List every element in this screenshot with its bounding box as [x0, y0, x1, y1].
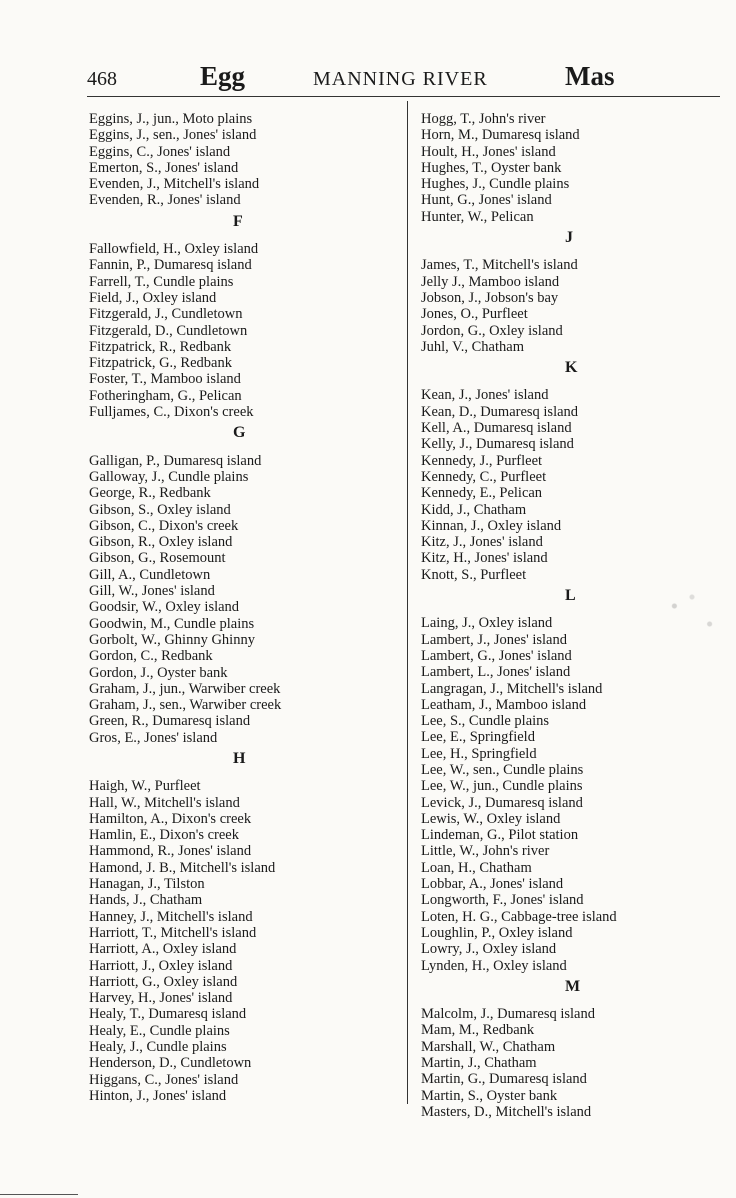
directory-entry: Gordon, C., Redbank — [89, 648, 213, 665]
header-rule — [87, 96, 720, 97]
directory-entry: Graham, J., jun., Warwiber creek — [89, 680, 281, 697]
directory-entry: Kennedy, E., Pelican — [421, 485, 543, 502]
directory-entry: Malcolm, J., Dumaresq island — [421, 1006, 595, 1023]
directory-entry: Farrell, T., Cundle plains — [89, 273, 234, 290]
directory-entry: Galligan, P., Dumaresq island — [89, 452, 262, 469]
directory-entry: Mam, M., Redbank — [421, 1022, 535, 1039]
directory-entry: Langragan, J., Mitchell's island — [421, 680, 603, 697]
directory-entry: Kitz, J., Jones' island — [421, 534, 543, 551]
directory-entry: Kelly, J., Dumaresq island — [421, 436, 574, 453]
directory-entry: Marshall, W., Chatham — [421, 1038, 556, 1055]
directory-entry: Fulljames, C., Dixon's creek — [89, 404, 254, 421]
directory-entry: Fitzpatrick, R., Redbank — [89, 338, 232, 355]
directory-entry: Hanney, J., Mitchell's island — [89, 908, 253, 925]
directory-entry: Lee, S., Cundle plains — [421, 713, 550, 730]
directory-entry: Jordon, G., Oxley island — [421, 322, 563, 339]
directory-entry: Goodwin, M., Cundle plains — [89, 615, 255, 632]
section-letter: L — [565, 587, 576, 605]
directory-entry: Gill, A., Cundletown — [89, 566, 211, 583]
directory-entry: George, R., Redbank — [89, 485, 211, 502]
directory-entry: Hunt, G., Jones' island — [421, 192, 552, 209]
directory-entry: Fitzgerald, D., Cundletown — [89, 322, 248, 339]
directory-entry: Hoult, H., Jones' island — [421, 143, 556, 160]
directory-entry: Gibson, R., Oxley island — [89, 534, 233, 551]
directory-entry: Hands, J., Chatham — [89, 892, 203, 909]
directory-entry: Leatham, J., Mamboo island — [421, 696, 587, 713]
directory-entry: Fannin, P., Dumaresq island — [89, 257, 252, 274]
directory-entry: Lewis, W., Oxley island — [421, 810, 561, 827]
directory-entry: Harriott, A., Oxley island — [89, 941, 237, 958]
directory-entry: Longworth, F., Jones' island — [421, 892, 584, 909]
directory-entry: Juhl, V., Chatham — [421, 338, 524, 355]
directory-entry: Field, J., Oxley island — [89, 289, 217, 306]
directory-entry: Kinnan, J., Oxley island — [421, 517, 562, 534]
directory-entry: Harriott, G., Oxley island — [89, 973, 238, 990]
directory-entry: Kitz, H., Jones' island — [421, 550, 548, 567]
directory-entry: Lobbar, A., Jones' island — [421, 876, 564, 893]
directory-entry: Kell, A., Dumaresq island — [421, 420, 572, 437]
directory-entry: Loughlin, P., Oxley island — [421, 924, 573, 941]
directory-entry: Hunter, W., Pelican — [421, 208, 534, 225]
section-letter: G — [233, 424, 246, 442]
directory-entry: Martin, S., Oyster bank — [421, 1087, 558, 1104]
page-header — [0, 0, 736, 100]
directory-entry: Galloway, J., Cundle plains — [89, 468, 249, 485]
directory-entry: Kennedy, C., Purfleet — [421, 468, 547, 485]
directory-entry: Green, R., Dumaresq island — [89, 713, 251, 730]
directory-entry: Lowry, J., Oxley island — [421, 941, 557, 958]
directory-entry: Loten, H. G., Cabbage-tree island — [421, 908, 617, 925]
directory-entry: Graham, J., sen., Warwiber creek — [89, 697, 282, 714]
directory-entry: Laing, J., Oxley island — [421, 615, 553, 632]
directory-entry: Lee, W., jun., Cundle plains — [421, 778, 583, 795]
directory-entry: Horn, M., Dumaresq island — [421, 127, 580, 144]
directory-entry: Lynden, H., Oxley island — [421, 957, 567, 974]
directory-entry: Jones, O., Purfleet — [421, 306, 528, 323]
directory-entry: Martin, G., Dumaresq island — [421, 1071, 587, 1088]
directory-entry: Lambert, L., Jones' island — [421, 664, 571, 681]
directory-entry: Little, W., John's river — [421, 843, 550, 860]
directory-entry: Eggins, J., jun., Moto plains — [89, 111, 253, 127]
directory-entry: Knott, S., Purfleet — [421, 566, 527, 583]
directory-entry: Kidd, J., Chatham — [421, 501, 527, 518]
directory-entry: Fitzgerald, J., Cundletown — [89, 306, 243, 323]
directory-entry: Eggins, J., sen., Jones' island — [89, 127, 257, 144]
directory-entry: Evenden, R., Jones' island — [89, 192, 241, 209]
left-column — [89, 111, 399, 1104]
directory-entry: Hughes, J., Cundle plains — [421, 176, 570, 193]
section-letter: M — [565, 977, 581, 995]
directory-entry: Hammond, R., Jones' island — [89, 843, 252, 860]
directory-entry: Harriott, T., Mitchell's island — [89, 924, 257, 941]
bottom-rule — [0, 1194, 78, 1195]
section-letter: K — [565, 359, 578, 377]
directory-entry: Fitzpatrick, G., Redbank — [89, 355, 232, 372]
directory-entry: Jobson, J., Jobson's bay — [421, 289, 559, 306]
directory-entry: Gibson, G., Rosemount — [89, 550, 226, 567]
directory-entry: Lambert, J., Jones' island — [421, 631, 567, 648]
directory-entry: Healy, J., Cundle plains — [89, 1039, 227, 1056]
directory-entry: Healy, E., Cundle plains — [89, 1022, 230, 1039]
section-letter: J — [565, 229, 573, 247]
directory-entry: Levick, J., Dumaresq island — [421, 794, 583, 811]
directory-entry: Harriott, J., Oxley island — [89, 957, 233, 974]
directory-entry: Gill, W., Jones' island — [89, 583, 215, 600]
directory-entry: Kean, J., Jones' island — [421, 387, 549, 404]
directory-entry: Lee, W., sen., Cundle plains — [421, 761, 584, 778]
running-title: MANNING RIVER — [313, 68, 488, 90]
directory-entry: Hamilton, A., Dixon's creek — [89, 810, 252, 827]
scan-speckle — [648, 570, 736, 660]
directory-entry: Gordon, J., Oyster bank — [89, 664, 228, 681]
directory-entry: Lee, H., Springfield — [421, 745, 537, 762]
directory-entry: Kennedy, J., Purfleet — [421, 452, 543, 469]
column-divider — [407, 101, 408, 1104]
directory-entry: Eggins, C., Jones' island — [89, 143, 231, 160]
directory-entry: Fallowfield, H., Oxley island — [89, 241, 259, 258]
directory-entry: Fotheringham, G., Pelican — [89, 387, 242, 404]
directory-entry: Masters, D., Mitchell's island — [421, 1103, 592, 1120]
page-number: 468 — [87, 68, 117, 90]
directory-entry: Emerton, S., Jones' island — [89, 159, 239, 176]
directory-entry: James, T., Mitchell's island — [421, 257, 578, 274]
directory-entry: Lee, E., Springfield — [421, 729, 535, 746]
directory-entry: Foster, T., Mamboo island — [89, 371, 241, 388]
directory-entry: Gibson, C., Dixon's creek — [89, 517, 239, 534]
directory-entry: Henderson, D., Cundletown — [89, 1055, 252, 1072]
directory-entry: Hanagan, J., Tilston — [89, 876, 205, 893]
directory-entry: Gros, E., Jones' island — [89, 729, 218, 746]
directory-entry: Martin, J., Chatham — [421, 1055, 537, 1072]
directory-entry: Healy, T., Dumaresq island — [89, 1006, 247, 1023]
section-letter: F — [233, 212, 243, 230]
directory-entry: Hinton, J., Jones' island — [89, 1087, 227, 1104]
directory-entry: Hogg, T., John's river — [421, 111, 546, 127]
directory-entry: Harvey, H., Jones' island — [89, 990, 233, 1007]
directory-entry: Hamlin, E., Dixon's creek — [89, 827, 239, 844]
directory-entry: Kean, D., Dumaresq island — [421, 403, 579, 420]
directory-entry: Hamond, J. B., Mitchell's island — [89, 859, 276, 876]
directory-entry: Evenden, J., Mitchell's island — [89, 176, 260, 193]
directory-entry: Goodsir, W., Oxley island — [89, 599, 240, 616]
directory-entry: Gorbolt, W., Ghinny Ghinny — [89, 631, 255, 648]
directory-entry: Hall, W., Mitchell's island — [89, 794, 240, 811]
directory-entry: Higgans, C., Jones' island — [89, 1071, 239, 1088]
guide-word-left: Egg — [200, 61, 246, 91]
directory-entry: Lambert, G., Jones' island — [421, 647, 572, 664]
section-letter: H — [233, 749, 246, 767]
directory-entry: Loan, H., Chatham — [421, 859, 532, 876]
directory-entry: Lindeman, G., Pilot station — [421, 827, 579, 844]
guide-word-right: Mas — [565, 61, 615, 91]
directory-entry: Haigh, W., Purfleet — [89, 778, 201, 795]
directory-entry: Hughes, T., Oyster bank — [421, 159, 562, 176]
directory-entry: Gibson, S., Oxley island — [89, 501, 231, 518]
directory-entry: Jelly J., Mamboo island — [421, 273, 560, 290]
